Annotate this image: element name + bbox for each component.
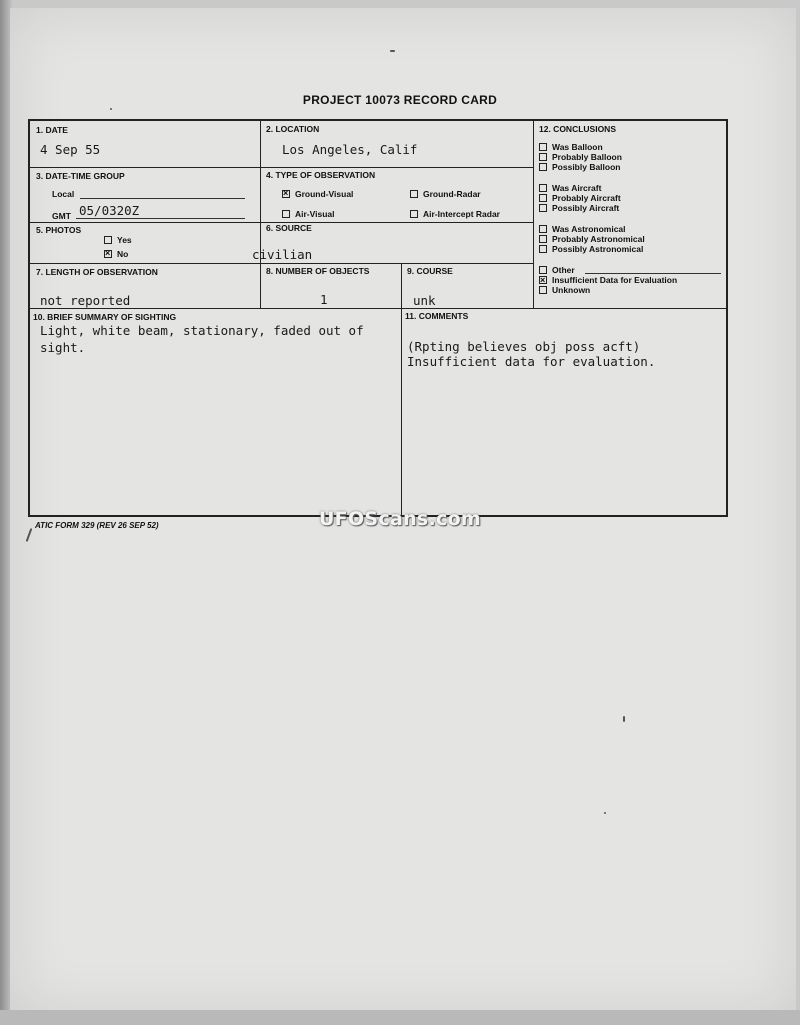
length-of-observation-value: not reported: [40, 293, 131, 308]
brief-summary-label: 10. BRIEF SUMMARY OF SIGHTING: [33, 312, 177, 322]
conclusion-was-astronomical: [539, 224, 626, 234]
conclusion-insufficient-data: [539, 275, 677, 285]
conclusion-label: Possibly Astronomical: [552, 244, 644, 254]
comments-line-1: (Rpting believes obj poss acft): [407, 339, 641, 354]
air-visual-option: [282, 209, 335, 219]
conclusion-probably-astronomical: [539, 234, 645, 244]
insufficient-data-check-mark: ×: [540, 275, 546, 285]
course-label: 9. COURSE: [407, 266, 453, 276]
conclusion-label: Was Balloon: [552, 142, 603, 152]
conclusion-checkbox[interactable]: [539, 153, 547, 161]
watermark: UFOScans.com: [318, 508, 482, 530]
ground-radar-label: Ground-Radar: [423, 189, 481, 199]
photos-yes-label: Yes: [117, 235, 132, 245]
ground-radar-option: [410, 189, 481, 199]
gmt-underline: [76, 218, 245, 219]
conclusion-label: Was Astronomical: [552, 224, 626, 234]
photos-yes-checkbox[interactable]: [104, 236, 112, 244]
photos-no-check-mark: ×: [105, 248, 111, 258]
source-label: 6. SOURCE: [266, 223, 312, 233]
card-title: PROJECT 10073 RECORD CARD: [302, 93, 498, 107]
local-underline: [80, 198, 245, 199]
number-of-objects-label: 8. NUMBER OF OBJECTS: [266, 266, 370, 276]
ground-visual-check-mark: ×: [283, 188, 289, 198]
conclusion-label: Was Aircraft: [552, 183, 602, 193]
conclusion-checkbox[interactable]: [539, 143, 547, 151]
conclusions-label: 12. CONCLUSIONS: [539, 124, 616, 134]
conclusion-checkbox[interactable]: [539, 194, 547, 202]
other-underline: [585, 273, 721, 274]
photos-label: 5. PHOTOS: [36, 225, 82, 235]
row-divider: [30, 167, 534, 168]
conclusion-possibly-astronomical: [539, 244, 643, 254]
conclusion-label: Probably Aircraft: [552, 193, 621, 203]
conclusion-possibly-aircraft: [539, 203, 619, 213]
date-label: 1. DATE: [36, 125, 68, 135]
air-intercept-radar-label: Air-Intercept Radar: [423, 209, 500, 219]
conclusion-other: [539, 265, 575, 275]
row-divider: [30, 263, 534, 264]
type-of-observation-label: 4. TYPE OF OBSERVATION: [266, 170, 376, 180]
conclusion-label: Other: [552, 265, 575, 275]
conclusion-checkbox[interactable]: [539, 225, 547, 233]
form-number: ATIC FORM 329 (REV 26 SEP 52): [35, 521, 159, 530]
photos-no-label: No: [117, 249, 129, 259]
brief-summary-value: Light, white beam, stationary, faded out of sight.: [40, 323, 364, 355]
date-value: 4 Sep 55: [40, 142, 101, 157]
conclusion-checkbox[interactable]: [539, 245, 547, 253]
ground-visual-option: [282, 189, 353, 199]
conclusion-label: Probably Balloon: [552, 152, 622, 162]
comments-line-2: Insufficient data for evaluation.: [407, 354, 656, 369]
scan-speck: [390, 50, 395, 52]
conclusion-label: Possibly Aircraft: [552, 203, 620, 213]
conclusion-label: Possibly Balloon: [552, 162, 621, 172]
location-value: Los Angeles, Calif: [282, 142, 418, 157]
source-value: civilian: [252, 247, 313, 262]
gmt-value: 05/0320Z: [79, 203, 140, 218]
conclusion-checkbox[interactable]: [539, 235, 547, 243]
air-visual-checkbox[interactable]: [282, 210, 290, 218]
scan-speck: [623, 716, 625, 722]
column-divider: [260, 121, 261, 308]
conclusion-label: Unknown: [552, 285, 591, 295]
conclusion-unknown: [539, 285, 590, 295]
conclusion-checkbox[interactable]: [539, 163, 547, 171]
conclusion-checkbox[interactable]: [539, 266, 547, 274]
scan-speck: [110, 108, 112, 110]
row-divider: [30, 308, 726, 309]
conclusion-probably-balloon: [539, 152, 622, 162]
conclusion-label: Insufficient Data for Evaluation: [552, 275, 678, 285]
conclusion-possibly-balloon: [539, 162, 621, 172]
conclusion-checkbox[interactable]: [539, 204, 547, 212]
conclusion-checkbox[interactable]: [539, 184, 547, 192]
column-divider: [401, 263, 402, 515]
conclusion-was-balloon: [539, 142, 603, 152]
record-card: [28, 119, 728, 517]
column-divider: [533, 121, 534, 308]
ground-visual-label: Ground-Visual: [295, 189, 354, 199]
comments-label: 11. COMMENTS: [405, 311, 469, 321]
location-label: 2. LOCATION: [266, 124, 320, 134]
air-intercept-radar-checkbox[interactable]: [410, 210, 418, 218]
conclusion-label: Probably Astronomical: [552, 234, 645, 244]
conclusion-was-aircraft: [539, 183, 601, 193]
air-visual-label: Air-Visual: [295, 209, 335, 219]
air-intercept-radar-option: [410, 209, 500, 219]
scan-bottom-edge: [0, 1010, 800, 1025]
photos-yes-option: [104, 235, 132, 245]
length-of-observation-label: 7. LENGTH OF OBSERVATION: [36, 267, 158, 277]
gmt-label: GMT: [52, 211, 71, 221]
number-of-objects-value: 1: [320, 292, 328, 307]
date-time-group-label: 3. DATE-TIME GROUP: [36, 171, 125, 181]
conclusion-probably-aircraft: [539, 193, 621, 203]
course-value: unk: [413, 293, 436, 308]
ground-radar-checkbox[interactable]: [410, 190, 418, 198]
local-label: Local: [52, 189, 75, 199]
scan-speck: [604, 812, 606, 814]
conclusion-checkbox[interactable]: [539, 286, 547, 294]
